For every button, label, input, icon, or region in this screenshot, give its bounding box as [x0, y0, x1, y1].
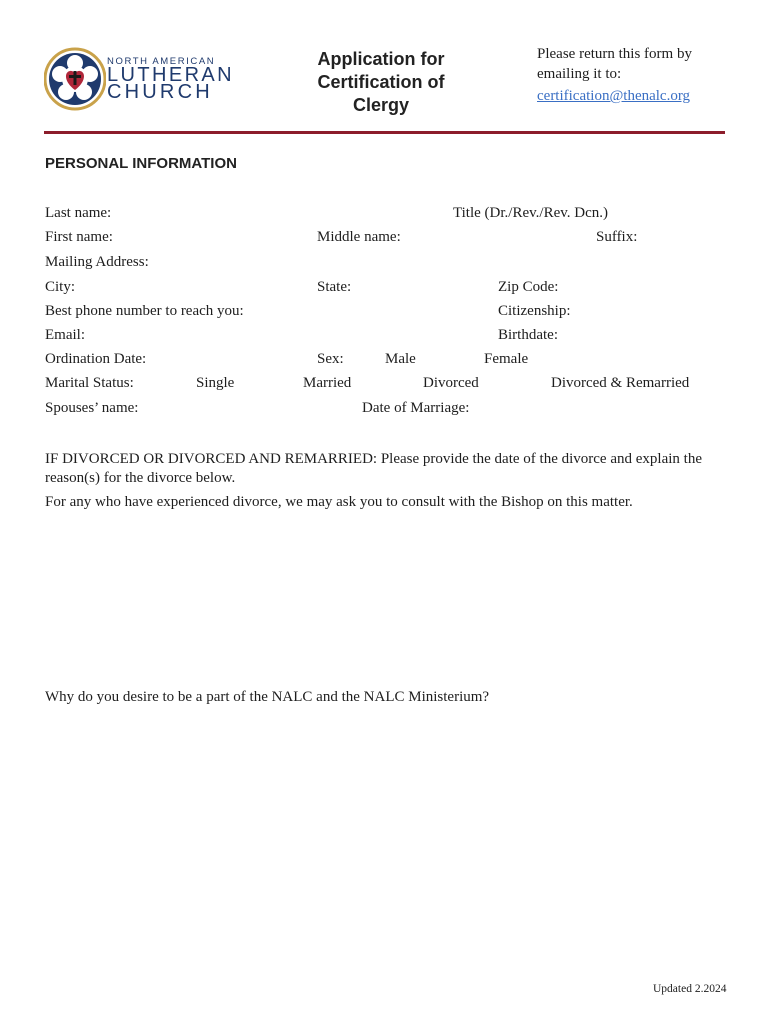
date-of-marriage-field[interactable]: Date of Marriage:	[362, 400, 470, 416]
title-field[interactable]: Title (Dr./Rev./Rev. Dcn.)	[453, 205, 608, 221]
return-email-link[interactable]: certification@thenalc.org	[537, 88, 691, 104]
mailing-address-field[interactable]: Mailing Address:	[45, 254, 149, 270]
last-name-field[interactable]: Last name:	[45, 205, 112, 221]
marital-option-married[interactable]: Married	[303, 375, 352, 391]
sex-option-male[interactable]: Male	[385, 351, 416, 367]
spouse-name-field[interactable]: Spouses’ name:	[45, 400, 139, 416]
updated-date: Updated 2.2024	[653, 983, 727, 995]
first-name-field[interactable]: First name:	[45, 229, 113, 245]
logo-text-north-american: NORTH AMERICAN	[107, 56, 216, 67]
nalc-logo	[44, 46, 244, 112]
sex-option-female[interactable]: Female	[484, 351, 529, 367]
section-title-personal-information: PERSONAL INFORMATION	[45, 155, 237, 172]
header-divider	[44, 131, 725, 134]
marital-status-label: Marital Status:	[45, 375, 134, 391]
ordination-date-field[interactable]: Ordination Date:	[45, 351, 147, 367]
citizenship-field[interactable]: Citizenship:	[498, 303, 571, 319]
luther-rose-icon	[44, 46, 106, 112]
city-field[interactable]: City:	[45, 279, 76, 295]
state-field[interactable]: State:	[317, 279, 352, 295]
birthdate-field[interactable]: Birthdate:	[498, 327, 558, 343]
logo-text-lutheran: LUTHERAN	[107, 64, 234, 86]
email-field[interactable]: Email:	[45, 327, 85, 343]
divorce-instructions: IF DIVORCED OR DIVORCED AND REMARRIED: Please provide the date of the divorce and explain the reason(s) for the divorce below.	[45, 451, 702, 486]
suffix-field[interactable]: Suffix:	[596, 229, 638, 245]
logo-text-church: CHURCH	[107, 81, 213, 103]
sex-label: Sex:	[317, 351, 344, 367]
marital-option-divorced-remarried[interactable]: Divorced & Remarried	[551, 375, 690, 391]
middle-name-field[interactable]: Middle name:	[317, 229, 401, 245]
why-nalc-question: Why do you desire to be a part of the NALC and the NALC Ministerium?	[45, 689, 490, 705]
phone-field[interactable]: Best phone number to reach you:	[45, 303, 244, 319]
divorce-consult-note: For any who have experienced divorce, we may ask you to consult with the Bishop on this matter.	[45, 494, 633, 510]
document-title: Application for Certification of Clergy	[317, 49, 445, 115]
marital-option-single[interactable]: Single	[196, 375, 235, 391]
return-instructions: Please return this form by emailing it to:	[537, 46, 692, 82]
zip-code-field[interactable]: Zip Code:	[498, 279, 559, 295]
marital-option-divorced[interactable]: Divorced	[423, 375, 479, 391]
